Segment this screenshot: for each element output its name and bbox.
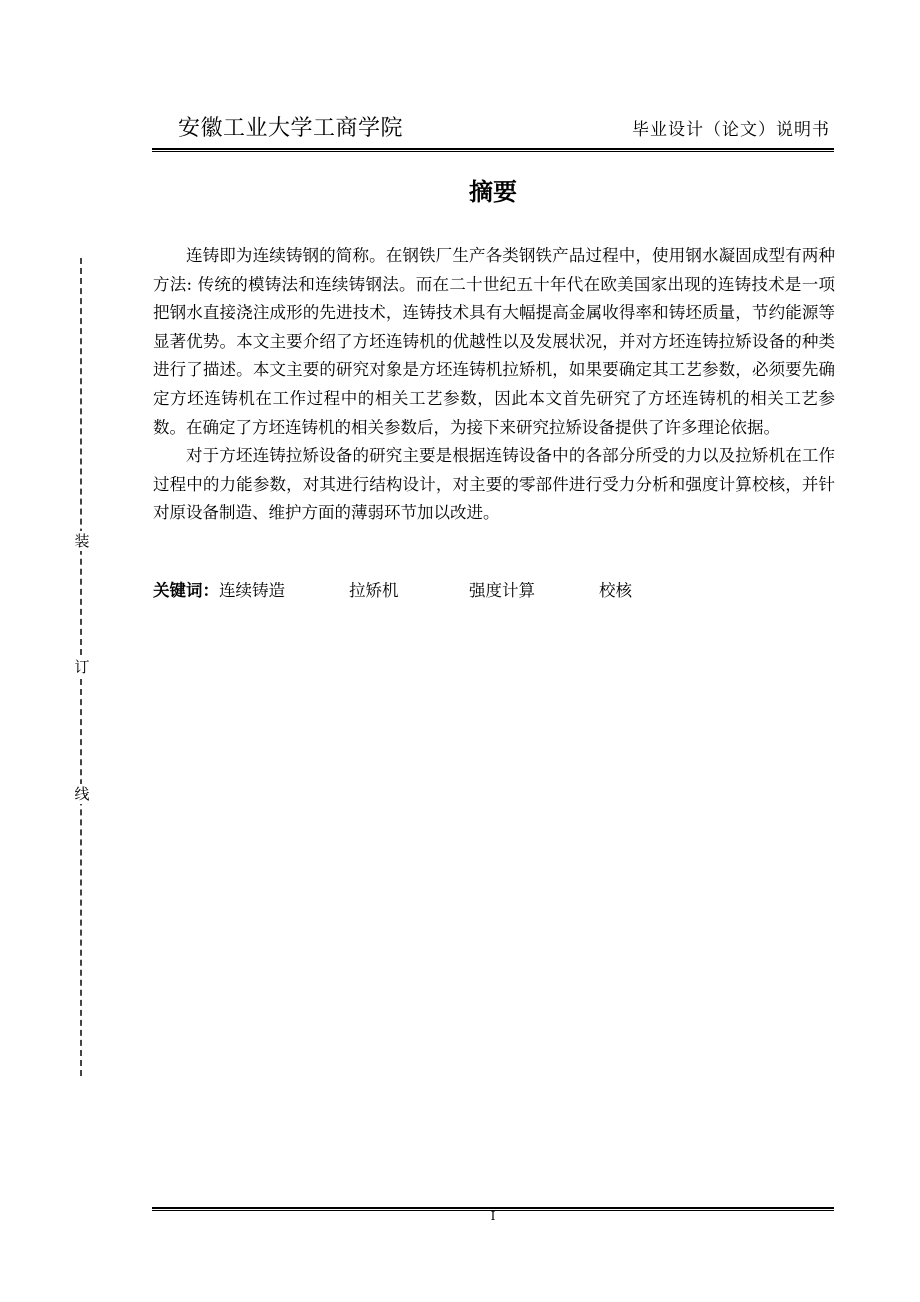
binding-char-xian: 线 [72, 784, 92, 804]
abstract-body [153, 242, 835, 528]
header-doc-type: 毕业设计（论文）说明书 [632, 120, 830, 140]
abstract-paragraph-2: 对于方坯连铸拉矫设备的研究主要是根据连铸设备中的各部分所受的力以及拉矫机在工作过程中的力能参数，对其进行结构设计，对主要的零部件进行受力分析和强度计算校核，并针对原设备制造、维护方面的薄弱环节加以改进。 [153, 446, 835, 523]
keyword-1: 连续铸造 [219, 581, 285, 600]
abstract-paragraph-1: 连铸即为连续铸钢的简称。在钢铁厂生产各类钢铁产品过程中，使用钢水凝固成型有两种方法: 传统的模铸法和连续铸钢法。而在二十世纪五十年代在欧美国家出现的连铸技术是一项把钢水直接浇注成形的先进技术，连铸技术具有大幅提高金属收得率和铸坯质量，节约能源等显著优势。本文主要介绍了方坯连铸机的优越性以及发展状况，并对方坯连铸拉矫设备的种类进行了描述。本文主要的研究对象是方坯连铸机拉矫机，如果要确定其工艺参数，必须要先确定方坯连铸机在工作过程中的相关工艺参数，因此本文首先研究了方坯连铸机的相关工艺参数。在确定了方坯连铸机的相关参数后，为接下来研究拉矫设备提供了许多理论依据。 [153, 246, 835, 437]
header-institution: 安徽工业大学工商学院 [178, 116, 404, 141]
keyword-4: 校核 [599, 581, 632, 600]
binding-char-ding: 订 [72, 657, 92, 677]
page-title: 摘要 [469, 178, 517, 206]
page-number: I [490, 1209, 496, 1223]
keywords-label: 关键词： [153, 581, 219, 600]
keywords-line [153, 577, 632, 601]
keyword-3: 强度计算 [469, 581, 535, 600]
header-rule [152, 148, 834, 150]
binding-char-zhuang: 装 [72, 531, 92, 551]
header-rule-thin [152, 151, 834, 152]
keyword-2: 拉矫机 [349, 581, 399, 600]
